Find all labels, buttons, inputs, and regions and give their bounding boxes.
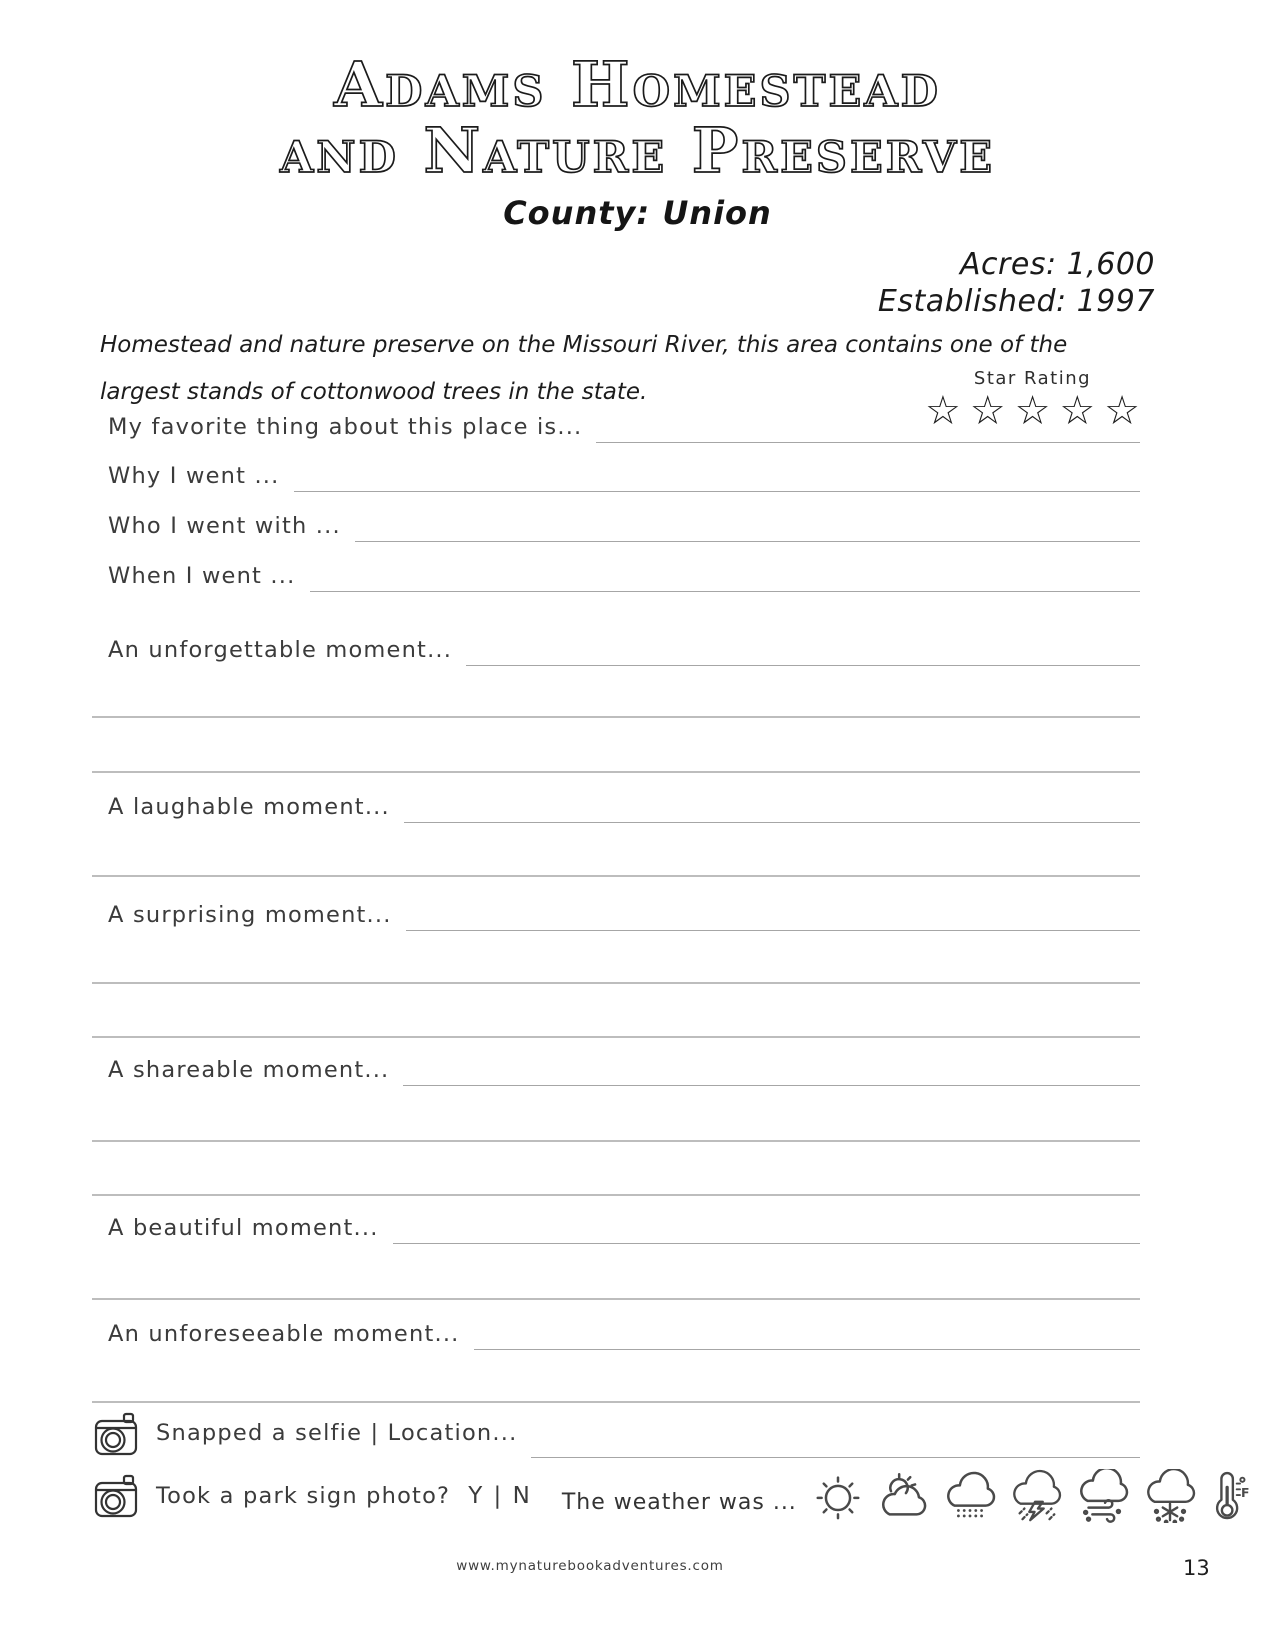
prompt-row-when: [108, 550, 1140, 592]
page-number: 13: [1183, 1556, 1210, 1580]
park-stats: [878, 246, 1155, 320]
windy-icon[interactable]: [1075, 1469, 1131, 1523]
prompt-laughable: A laughable moment...: [108, 794, 390, 820]
prompt-row-why: [108, 450, 1140, 492]
prompt-shareable: A shareable moment...: [108, 1057, 390, 1083]
unforgettable-writing-line[interactable]: [466, 623, 1140, 666]
established-value: Established: 1997: [877, 284, 1155, 319]
who-writing-line[interactable]: [355, 499, 1140, 542]
snowy-icon[interactable]: [1142, 1469, 1198, 1523]
prompt-unforgettable: An unforgettable moment...: [108, 637, 453, 663]
writing-line[interactable]: [92, 875, 1140, 877]
unforeseeable-writing-line[interactable]: [474, 1307, 1140, 1350]
page-title: [0, 48, 1275, 187]
prompt-row-laughable: [108, 781, 1140, 823]
when-writing-line[interactable]: [310, 549, 1141, 592]
prompt-unforeseeable: An unforeseeable moment...: [108, 1321, 460, 1347]
park-description: Homestead and nature preserve on the Missouri River, this area contains one of the largest stands of cottonwood trees in the state.: [100, 332, 1068, 405]
prompt-park-sign: Took a park sign photo?: [156, 1483, 451, 1509]
writing-line[interactable]: [92, 1036, 1140, 1038]
beautiful-writing-line[interactable]: [393, 1201, 1140, 1244]
park-sign-row: [92, 1466, 1250, 1526]
camera-icon: [92, 1472, 140, 1520]
title-line-1: Adams Homestead: [334, 48, 941, 121]
weather-icon-row: [811, 1469, 1251, 1523]
prompt-weather: The weather was ...: [561, 1489, 797, 1515]
prompt-row-beautiful: [108, 1202, 1140, 1244]
svg-text:F: F: [1240, 1484, 1250, 1500]
selfie-location-writing-line[interactable]: [531, 1407, 1140, 1458]
prompt-selfie: Snapped a selfie | Location...: [156, 1420, 518, 1446]
shareable-writing-line[interactable]: [403, 1043, 1140, 1086]
prompt-when: When I went ...: [108, 563, 296, 589]
prompt-row-surprising: [108, 889, 1140, 931]
prompt-row-shareable: [108, 1044, 1140, 1086]
stormy-icon[interactable]: [1008, 1469, 1064, 1523]
why-writing-line[interactable]: [294, 449, 1141, 492]
prompt-who: Who I went with ...: [108, 513, 341, 539]
title-line-2: and Nature Preserve: [279, 114, 996, 187]
writing-line[interactable]: [92, 1298, 1140, 1300]
selfie-row: [92, 1408, 1140, 1458]
star-3[interactable]: ☆: [1014, 388, 1051, 434]
prompt-favorite: My favorite thing about this place is...: [108, 414, 583, 440]
temperature-f-icon[interactable]: [1209, 1469, 1251, 1523]
surprising-writing-line[interactable]: [406, 888, 1140, 931]
sunny-icon[interactable]: [811, 1469, 865, 1523]
prompt-row-unforeseeable: [108, 1308, 1140, 1350]
prompt-why: Why I went ...: [108, 463, 280, 489]
writing-line[interactable]: [92, 1401, 1140, 1403]
rainy-icon[interactable]: [943, 1469, 997, 1523]
star-5[interactable]: ☆: [1104, 388, 1140, 434]
prompt-row-who: [108, 500, 1140, 542]
star-1[interactable]: ☆: [925, 388, 961, 434]
county-subtitle: County: Union: [503, 194, 772, 232]
prompt-row-unforgettable: [108, 624, 1140, 666]
footer-url: www.mynaturebookadventures.com: [456, 1558, 724, 1574]
prompt-row-favorite: [108, 401, 1140, 443]
camera-icon: [92, 1410, 140, 1458]
prompt-beautiful: A beautiful moment...: [108, 1215, 379, 1241]
writing-line[interactable]: [92, 982, 1140, 984]
writing-line[interactable]: [92, 1194, 1140, 1196]
star-2[interactable]: ☆: [969, 388, 1006, 434]
writing-line[interactable]: [92, 771, 1140, 773]
park-sign-yes-no-options[interactable]: Y | N: [468, 1483, 532, 1509]
favorite-writing-line[interactable]: [596, 400, 1140, 443]
star-4[interactable]: ☆: [1059, 388, 1096, 434]
laughable-writing-line[interactable]: [404, 780, 1140, 823]
prompt-surprising: A surprising moment...: [108, 902, 392, 928]
writing-line[interactable]: [92, 1140, 1140, 1142]
acres-value: Acres: 1,600: [960, 247, 1155, 282]
star-rating-label: Star Rating: [973, 368, 1092, 389]
writing-line[interactable]: [92, 716, 1140, 718]
partly-cloudy-icon[interactable]: [876, 1469, 932, 1523]
